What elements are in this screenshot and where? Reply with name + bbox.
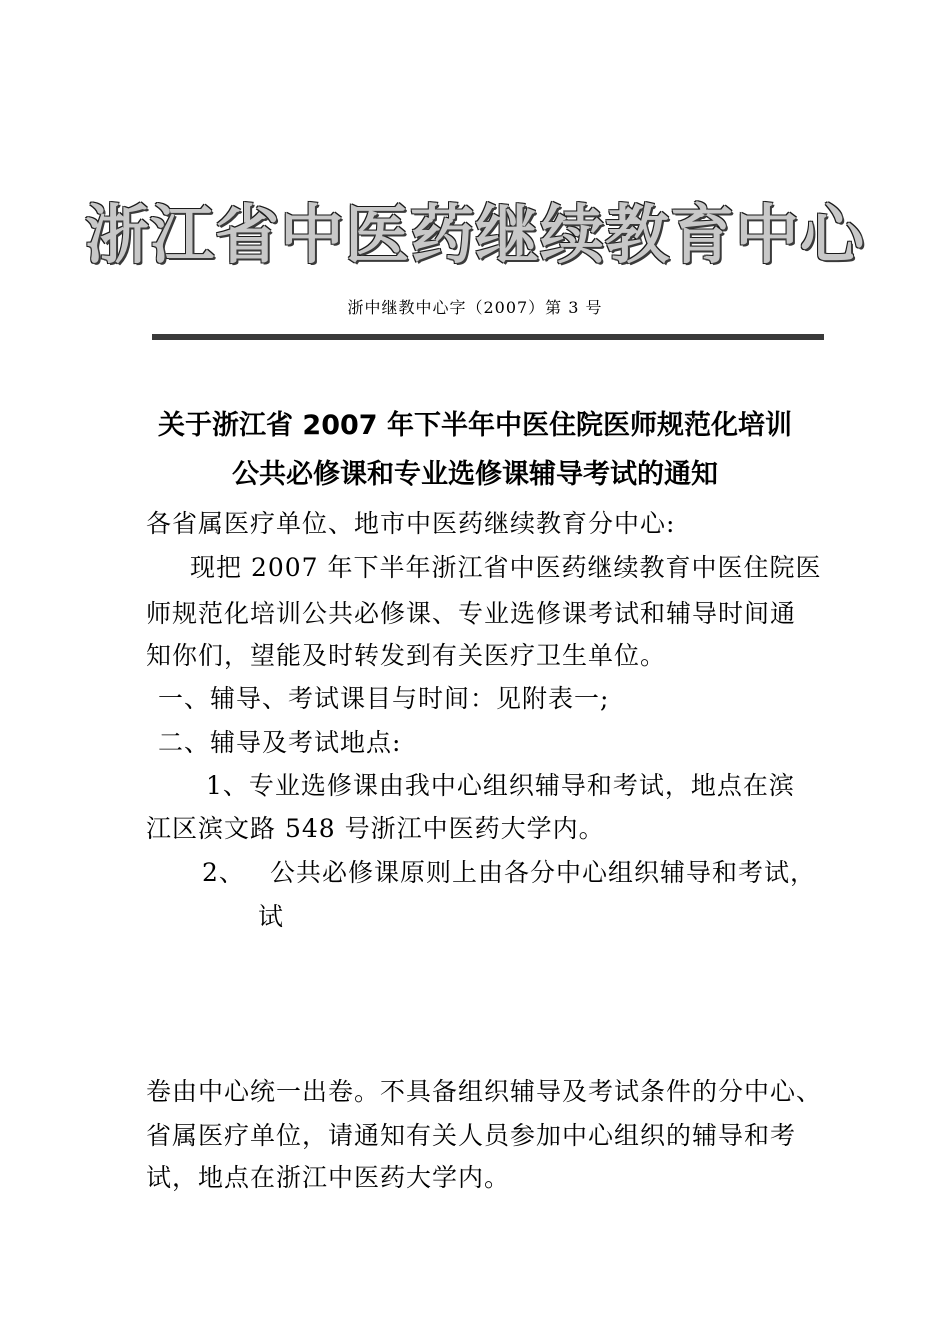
continuation-line-1: 卷由中心统一出卷。不具备组织辅导及考试条件的分中心、 — [146, 1077, 823, 1106]
document-number: 浙中继教中心字（2007）第 3 号 — [347, 298, 603, 317]
continuation-line-3: 试，地点在浙江中医药大学内。 — [146, 1163, 511, 1192]
salutation: 各省属医疗单位、地市中医药继续教育分中心: — [146, 509, 676, 538]
notice-title-line-1: 关于浙江省 2007 年下半年中医住院医师规范化培训 — [158, 410, 792, 441]
item-2-text: 公共必修课原则上由各分中心组织辅导和考试， — [270, 858, 817, 887]
item-1-line-1: 1、专业选修课由我中心组织辅导和考试，地点在滨 — [206, 771, 795, 800]
organization-name: 浙江省中医药继续教育中心 — [85, 199, 865, 273]
header-divider — [152, 334, 824, 340]
section-2-heading: 二、辅导及考试地点: — [158, 728, 402, 757]
section-1-heading: 一、辅导、考试课目与时间：见附表一; — [158, 684, 610, 713]
intro-line-3: 知你们，望能及时转发到有关医疗卫生单位。 — [146, 641, 667, 670]
item-2-number: 2、 — [202, 858, 245, 887]
item-2-fragment: 试 — [258, 902, 285, 931]
notice-title-line-2: 公共必修课和专业选修课辅导考试的通知 — [232, 459, 718, 490]
item-1-line-2: 江区滨文路 548 号浙江中医药大学内。 — [146, 814, 605, 843]
continuation-line-2: 省属医疗单位，请通知有关人员参加中心组织的辅导和考 — [146, 1121, 797, 1150]
intro-line-2: 师规范化培训公共必修课、专业选修课考试和辅导时间通 — [146, 599, 797, 628]
intro-line-1: 现把 2007 年下半年浙江省中医药继续教育中医住院医 — [190, 553, 822, 582]
